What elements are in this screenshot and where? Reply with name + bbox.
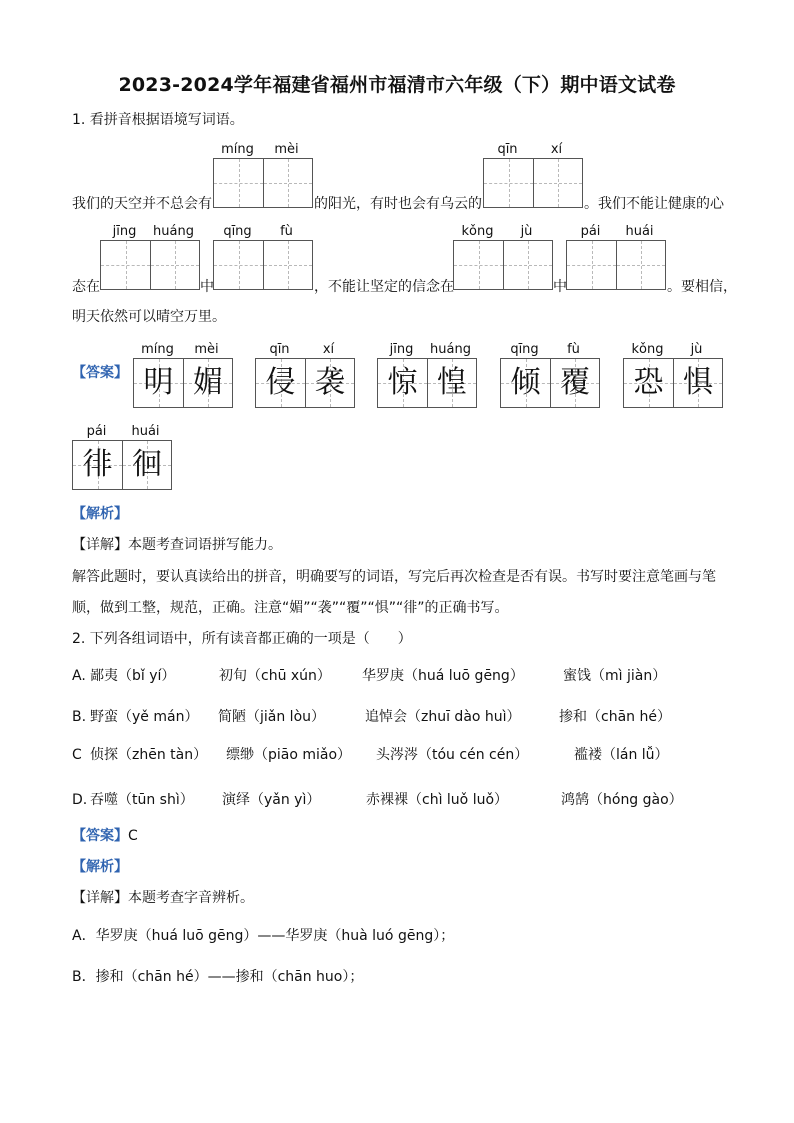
analysis-tag: 【解析】 — [72, 506, 128, 522]
blank-5-pinyin — [453, 225, 551, 239]
pinyin: qīn — [497, 142, 518, 157]
q1-detail: 【详解】本题考查词语拼写能力。 — [72, 537, 282, 553]
q2-detail: 【详解】本题考查字音辨析。 — [72, 890, 254, 906]
pinyin: qīn — [269, 342, 290, 357]
answer-char: 惧 — [683, 365, 713, 400]
pinyin: huáng — [153, 224, 194, 239]
answer-3-grid — [377, 358, 477, 408]
pinyin: jù — [690, 342, 703, 357]
tianzi-cell[interactable] — [263, 159, 312, 207]
tianzi-cell[interactable] — [101, 241, 150, 289]
q1-text-2a: 态在 — [72, 279, 100, 295]
pinyin: pái — [580, 224, 601, 239]
pinyin: míng — [141, 342, 174, 357]
option-item: 追悼会（zhuī dào huì） — [365, 709, 521, 725]
tianzi-cell[interactable] — [263, 241, 312, 289]
option-item: 鄙夷（bǐ yí） — [90, 668, 176, 684]
answer-5-pinyin — [623, 343, 721, 357]
tianzi-cell — [427, 359, 476, 407]
pinyin: huái — [131, 424, 160, 439]
tianzi-cell — [673, 359, 722, 407]
answer-char: 袭 — [315, 365, 345, 400]
option-item: 掺和（chān hé） — [559, 709, 671, 725]
answer-5-grid — [623, 358, 723, 408]
pinyin: huái — [625, 224, 654, 239]
q1-text-2b: 中 — [200, 279, 214, 295]
tianzi-cell — [550, 359, 599, 407]
option-item: 华罗庚（huá luō gēng） — [362, 668, 524, 684]
blank-1-pinyin — [213, 143, 311, 157]
answer-2-grid — [255, 358, 355, 408]
answer-4-grid — [500, 358, 600, 408]
q2-line-b: B．掺和（chān hé）——掺和（chān huo）； — [72, 969, 364, 985]
option-item: 演绎（yǎn yì） — [222, 792, 321, 808]
option-label: A. — [72, 668, 86, 684]
answer-4-pinyin — [500, 343, 598, 357]
blank-4-grid[interactable] — [213, 240, 313, 290]
answer-1-pinyin — [133, 343, 231, 357]
answer-char: 恐 — [633, 365, 664, 400]
pinyin: xí — [322, 342, 335, 357]
answer-char: 徘 — [82, 447, 113, 482]
blank-3-pinyin — [100, 225, 198, 239]
answer-char: 倾 — [510, 365, 541, 400]
answer-1-grid — [133, 358, 233, 408]
pinyin: jīng — [112, 224, 137, 239]
blank-1-grid[interactable] — [213, 158, 313, 208]
answer-2-pinyin — [255, 343, 353, 357]
tianzi-cell[interactable] — [567, 241, 616, 289]
q1-explain-2: 顺，做到工整，规范，正确。注意“媚”“袭”“覆”“惧”“徘”的正确书写。 — [72, 600, 509, 616]
answer-tag: 【答案】 — [72, 365, 128, 381]
tianzi-cell — [501, 359, 550, 407]
q1-text-3: 明天依然可以晴空万里。 — [72, 309, 226, 325]
option-label: D. — [72, 792, 88, 808]
tianzi-cell[interactable] — [214, 241, 263, 289]
q1-text-1a: 我们的天空并不总会有 — [72, 196, 212, 212]
pinyin: míng — [221, 142, 254, 157]
tianzi-cell — [183, 359, 232, 407]
blank-5-grid[interactable] — [453, 240, 553, 290]
tianzi-cell[interactable] — [454, 241, 503, 289]
option-item: 缥缈（piāo miǎo） — [226, 747, 352, 763]
q1-text-1b: 的阳光，有时也会有乌云的 — [314, 196, 482, 212]
option-label: C — [72, 747, 82, 763]
answer-char: 明 — [143, 365, 174, 400]
pinyin: mèi — [194, 342, 219, 357]
answer-char: 惶 — [437, 365, 467, 400]
option-item: 赤裸裸（chì luǒ luǒ） — [366, 792, 509, 808]
blank-3-grid[interactable] — [100, 240, 200, 290]
q1-text-2d: 中 — [553, 279, 567, 295]
answer-value: C — [128, 828, 138, 844]
tianzi-cell — [122, 441, 171, 489]
pinyin: xí — [550, 142, 563, 157]
answer-tag: 【答案】 — [72, 828, 128, 844]
answer-char: 侵 — [265, 365, 296, 400]
blank-2-pinyin — [483, 143, 581, 157]
analysis-tag: 【解析】 — [72, 859, 128, 875]
blank-4-pinyin — [213, 225, 311, 239]
answer-3-pinyin — [377, 343, 475, 357]
pinyin: jù — [520, 224, 533, 239]
option-item: 蜜饯（mì jiàn） — [563, 668, 667, 684]
pinyin: jīng — [389, 342, 414, 357]
option-label: B. — [72, 709, 87, 725]
tianzi-cell — [73, 441, 122, 489]
answer-char: 覆 — [560, 365, 590, 400]
blank-2-grid[interactable] — [483, 158, 583, 208]
option-item: 褴褛（lán lǚ） — [574, 747, 669, 763]
option-item: 鸿鹄（hóng gào） — [561, 792, 683, 808]
pinyin: kǒng — [461, 224, 494, 239]
pinyin: kǒng — [631, 342, 664, 357]
tianzi-cell[interactable] — [533, 159, 582, 207]
pinyin: pái — [86, 424, 107, 439]
tianzi-cell — [134, 359, 183, 407]
option-item: 简陋（jiǎn lòu） — [218, 709, 326, 725]
pinyin: fù — [567, 342, 580, 357]
blank-6-pinyin — [566, 225, 664, 239]
pinyin: fù — [280, 224, 293, 239]
tianzi-cell[interactable] — [150, 241, 199, 289]
pinyin: mèi — [274, 142, 299, 157]
answer-char: 媚 — [193, 365, 223, 400]
tianzi-cell — [256, 359, 305, 407]
tianzi-cell[interactable] — [503, 241, 552, 289]
option-item: 侦探（zhēn tàn） — [90, 747, 208, 763]
tianzi-cell[interactable] — [484, 159, 533, 207]
q1-explain-1: 解答此题时，要认真读给出的拼音，明确要写的词语，写完后再次检查是否有误。书写时要注意笔画与笔 — [72, 569, 716, 585]
option-item: 吞噬（tūn shì） — [90, 792, 194, 808]
q2-line-a: A．华罗庚（huá luō gēng）——华罗庚（huà luó gēng）； — [72, 928, 455, 944]
q1-prompt: 1. 看拼音根据语境写词语。 — [72, 112, 244, 128]
tianzi-cell — [378, 359, 427, 407]
answer-char: 徊 — [132, 447, 162, 482]
option-item: 头涔涔（tóu cén cén） — [376, 747, 529, 763]
answer-char: 惊 — [387, 365, 418, 400]
answer-6-grid — [72, 440, 172, 490]
option-item: 野蛮（yě mán） — [90, 709, 199, 725]
tianzi-cell[interactable] — [214, 159, 263, 207]
blank-6-grid[interactable] — [566, 240, 666, 290]
pinyin: qīng — [223, 224, 252, 239]
q1-text-1c: 。我们不能让健康的心 — [584, 196, 724, 212]
q1-text-2e: 。要相信， — [667, 279, 737, 295]
tianzi-cell — [624, 359, 673, 407]
pinyin: qīng — [510, 342, 539, 357]
option-item: 初旬（chū xún） — [219, 668, 331, 684]
q2-prompt: 2. 下列各组词语中，所有读音都正确的一项是（ ） — [72, 631, 412, 647]
pinyin: huáng — [430, 342, 471, 357]
tianzi-cell[interactable] — [616, 241, 665, 289]
page-title: 2023-2024学年福建省福州市福清市六年级（下）期中语文试卷 — [118, 74, 676, 96]
answer-6-pinyin — [72, 425, 170, 439]
tianzi-cell — [305, 359, 354, 407]
q1-text-2c: ，不能让坚定的信念在 — [314, 279, 454, 295]
